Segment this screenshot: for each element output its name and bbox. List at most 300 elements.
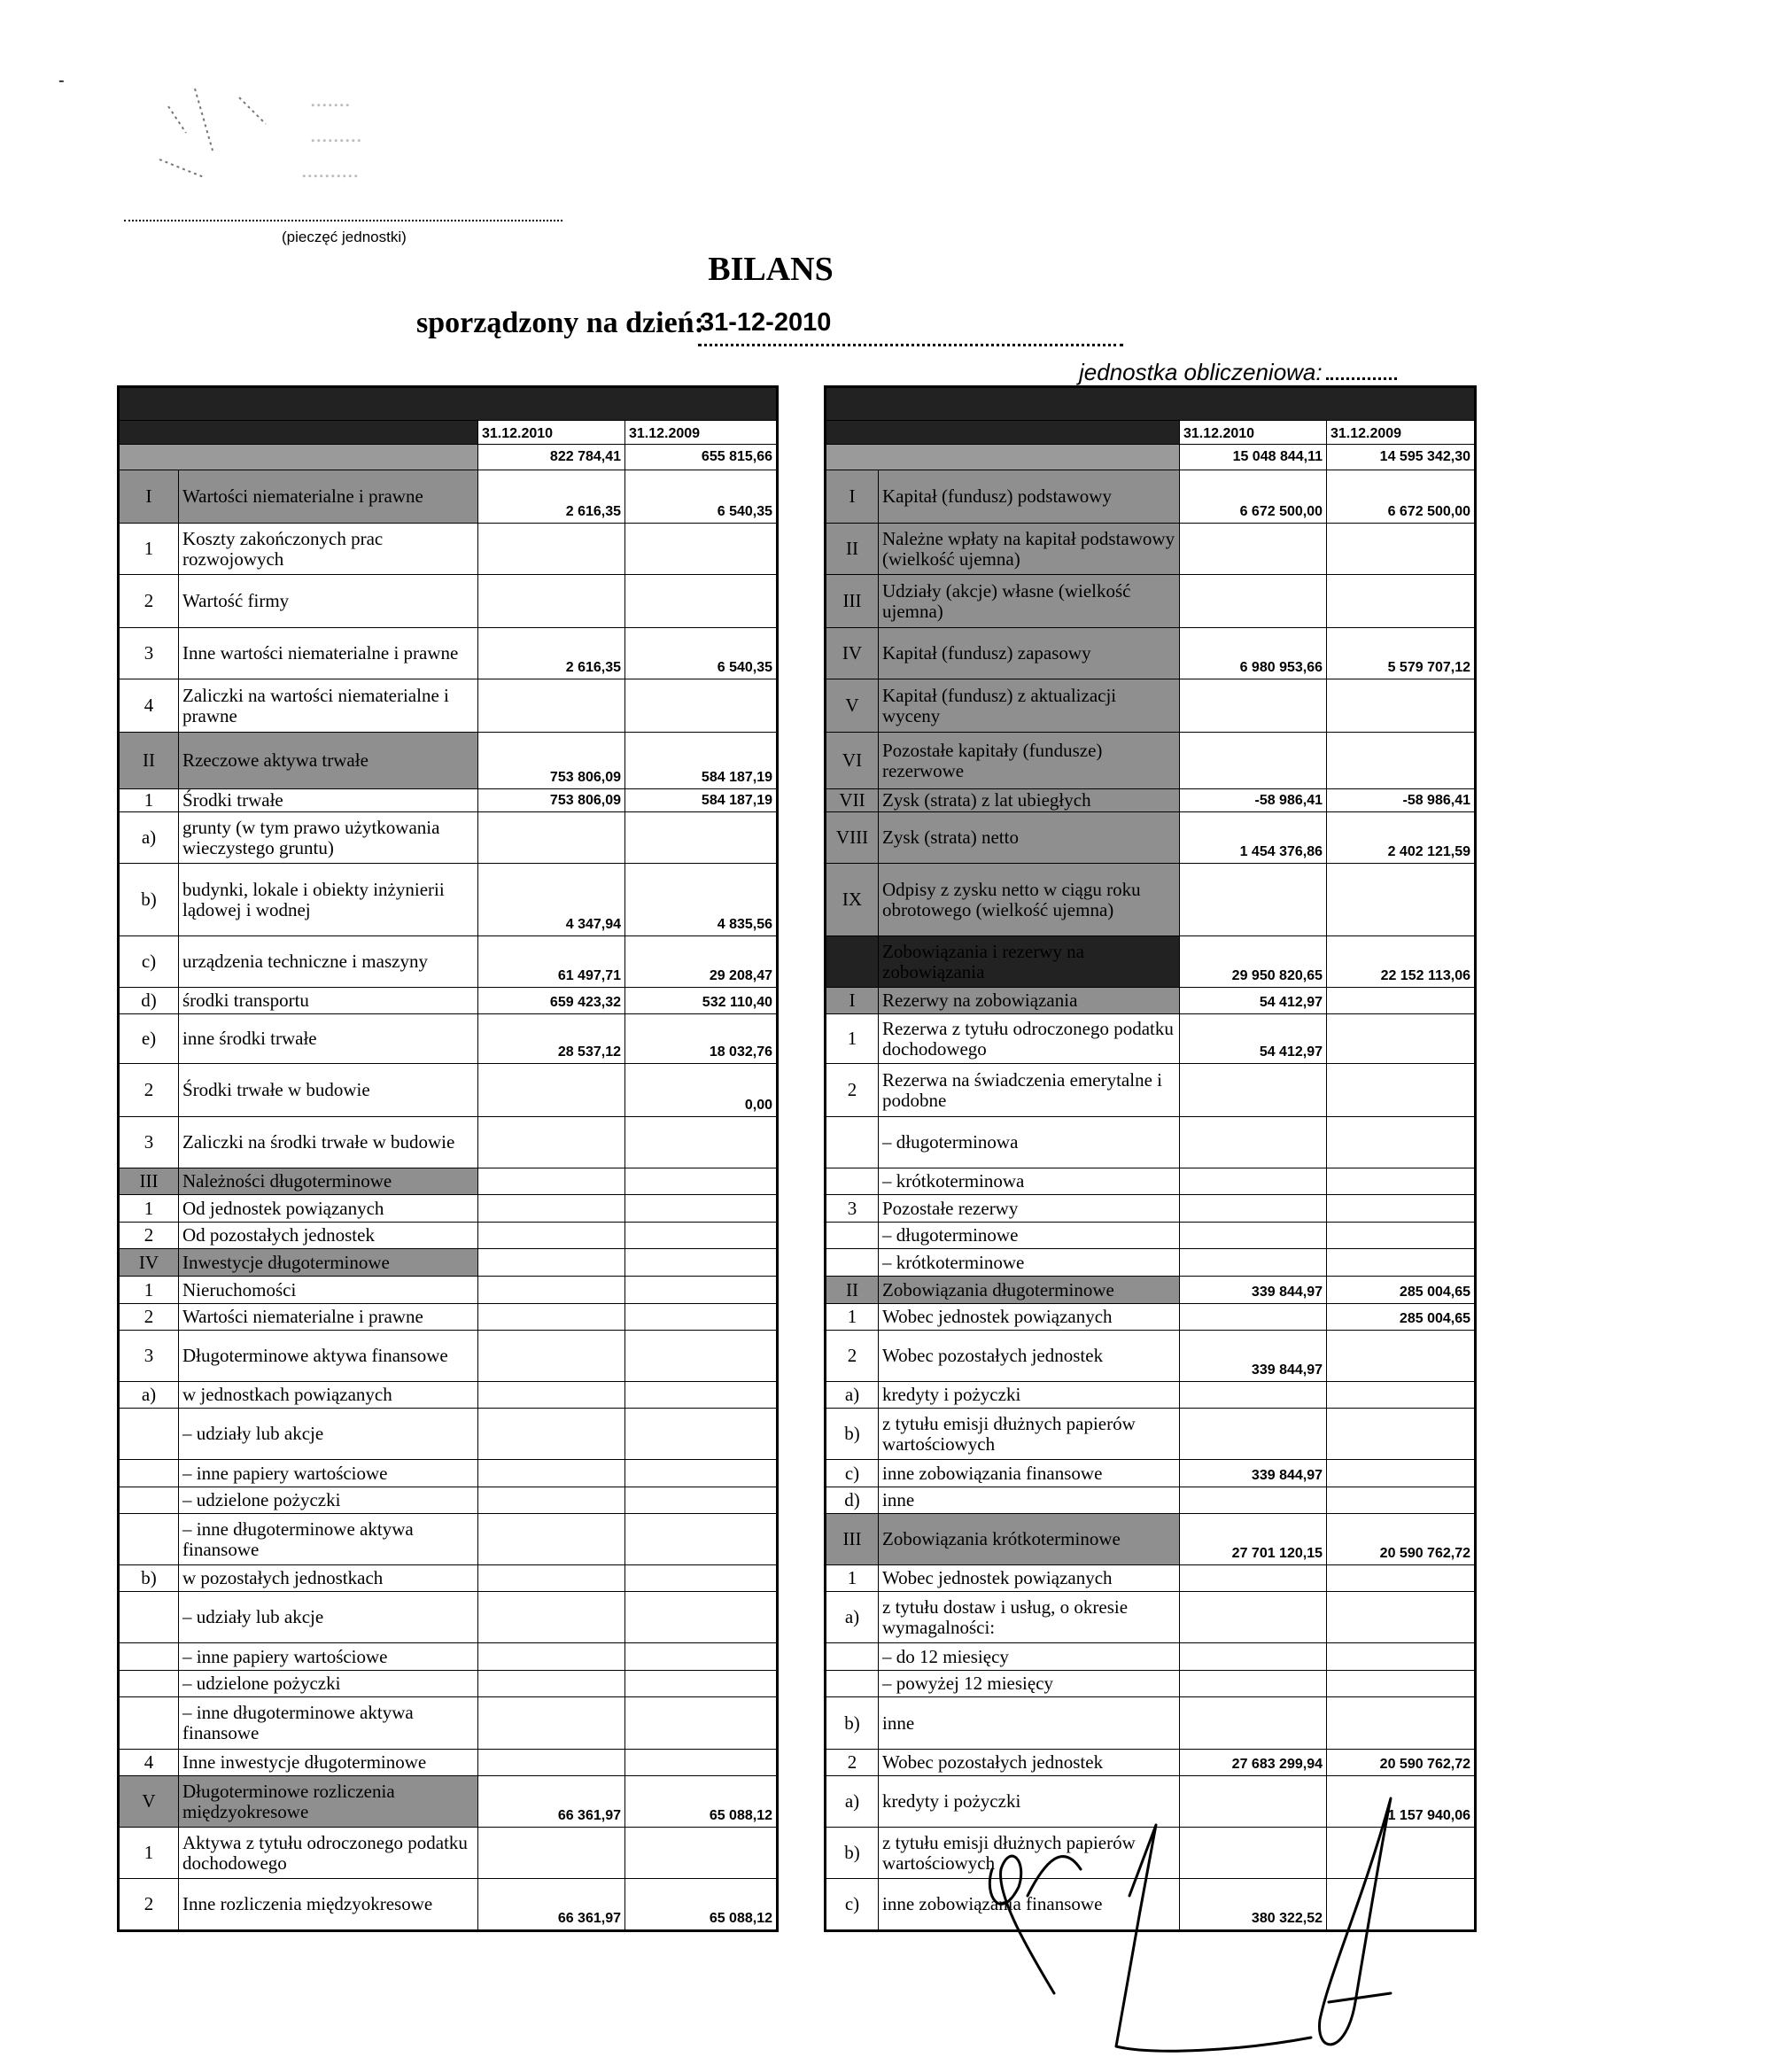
assets-row	[119, 1304, 778, 1331]
unit-label-text: jednostka obliczeniowa:	[1079, 359, 1323, 385]
liabilities-row	[826, 789, 1476, 812]
liabilities-row	[826, 1565, 1476, 1592]
unit-label	[1079, 359, 1397, 386]
liabilities-value-2009: 285 004,65	[1327, 1304, 1476, 1331]
assets-item-label: środki transportu	[179, 988, 478, 1014]
liabilities-row	[826, 936, 1476, 988]
assets-item-label: Długoterminowe rozliczenia międzyokresowe	[179, 1776, 478, 1828]
assets-value-2009	[625, 1277, 778, 1304]
liabilities-value-2010	[1180, 1117, 1327, 1168]
liabilities-item-label: Pozostałe kapitały (fundusze) rezerwowe	[879, 733, 1180, 789]
assets-value-2009	[625, 1487, 778, 1514]
liabilities-value-2009	[1327, 524, 1476, 575]
assets-row	[119, 812, 778, 864]
liabilities-value-2010	[1180, 1409, 1327, 1460]
liabilities-item-label: Kapitał (fundusz) podstawowy	[879, 470, 1180, 524]
assets-item-number: b)	[119, 864, 179, 936]
assets-value-2010: 2 616,35	[478, 470, 625, 524]
assets-row	[119, 1168, 778, 1195]
assets-row	[119, 789, 778, 812]
liabilities-item-label: Kapitał (fundusz) zapasowy	[879, 628, 1180, 679]
assets-value-2009: 4 835,56	[625, 864, 778, 936]
liabilities-item-number: 3	[826, 1195, 879, 1223]
liabilities-item-label: Zysk (strata) netto	[879, 812, 1180, 864]
liabilities-value-2009	[1327, 1671, 1476, 1697]
margin-mark: -	[58, 71, 65, 90]
liabilities-item-label: Wobec jednostek powiązanych	[879, 1304, 1180, 1331]
liabilities-item-number: a)	[826, 1776, 879, 1828]
assets-row	[119, 1592, 778, 1643]
liabilities-item-number: VIII	[826, 812, 879, 864]
assets-row	[119, 1643, 778, 1671]
assets-row	[119, 575, 778, 628]
liabilities-item-number: b)	[826, 1409, 879, 1460]
assets-value-2009	[625, 1460, 778, 1487]
assets-item-number: 4	[119, 1750, 179, 1776]
company-stamp	[133, 71, 540, 213]
assets-value-2010	[478, 1249, 625, 1277]
liabilities-item-number: 1	[826, 1304, 879, 1331]
assets-value-2009	[625, 679, 778, 733]
liabilities-row	[826, 1697, 1476, 1750]
svg-text:.........: .........	[310, 121, 362, 147]
assets-row	[119, 1277, 778, 1304]
assets-value-2010	[478, 1382, 625, 1409]
assets-item-number: 3	[119, 628, 179, 679]
liabilities-value-2010: 1 454 376,86	[1180, 812, 1327, 864]
assets-row	[119, 1514, 778, 1565]
assets-value-2010	[478, 1304, 625, 1331]
assets-item-label: – udzielone pożyczki	[179, 1671, 478, 1697]
assets-item-number: a)	[119, 812, 179, 864]
liabilities-value-2010: 339 844,97	[1180, 1460, 1327, 1487]
assets-row	[119, 1249, 778, 1277]
liabilities-item-number: c)	[826, 1460, 879, 1487]
liabilities-row	[826, 1117, 1476, 1168]
liabilities-item-number: I	[826, 470, 879, 524]
liabilities-item-number	[826, 1117, 879, 1168]
liabilities-item-number: IV	[826, 628, 879, 679]
liabilities-value-2010	[1180, 524, 1327, 575]
assets-value-2009	[625, 1168, 778, 1195]
assets-item-label: Od jednostek powiązanych	[179, 1195, 478, 1223]
assets-item-label: inne środki trwałe	[179, 1014, 478, 1064]
assets-value-2009	[625, 1514, 778, 1565]
liabilities-item-label: kredyty i pożyczki	[879, 1382, 1180, 1409]
liabilities-value-2010: 27 683 299,94	[1180, 1750, 1327, 1776]
liabilities-item-label: Rezerwy na zobowiązania	[879, 988, 1180, 1014]
liabilities-value-2009	[1327, 1064, 1476, 1117]
assets-row	[119, 1879, 778, 1931]
assets-item-label: budynki, lokale i obiekty inżynierii lądowej i wodnej	[179, 864, 478, 936]
assets-value-2010: 28 537,12	[478, 1014, 625, 1064]
assets-item-number: IV	[119, 1249, 179, 1277]
liabilities-item-label: – krótkoterminowe	[879, 1249, 1180, 1277]
assets-row	[119, 628, 778, 679]
assets-header-columns	[119, 421, 778, 445]
liabilities-value-2010	[1180, 1671, 1327, 1697]
liabilities-row	[826, 1487, 1476, 1514]
assets-item-label: Środki trwałe w budowie	[179, 1064, 478, 1117]
svg-text:..........: ..........	[301, 157, 359, 182]
assets-item-number	[119, 1514, 179, 1565]
assets-row	[119, 1331, 778, 1382]
liabilities-value-2009	[1327, 988, 1476, 1014]
assets-value-2010	[478, 524, 625, 575]
assets-value-2009	[625, 1304, 778, 1331]
assets-item-label: Wartości niematerialne i prawne	[179, 1304, 478, 1331]
assets-item-label: Wartości niematerialne i prawne	[179, 470, 478, 524]
liabilities-row	[826, 1382, 1476, 1409]
assets-value-2009: 6 540,35	[625, 628, 778, 679]
liabilities-value-2009: 22 152 113,06	[1327, 936, 1476, 988]
assets-row	[119, 1776, 778, 1828]
liabilities-item-number: II	[826, 1277, 879, 1304]
handwritten-signatures	[974, 1789, 1470, 2064]
unit-dotted-line	[1326, 377, 1397, 380]
assets-row	[119, 1409, 778, 1460]
assets-item-number	[119, 1697, 179, 1750]
liabilities-item-number: a)	[826, 1382, 879, 1409]
liabilities-item-number: c)	[826, 1879, 879, 1931]
assets-value-2010	[478, 1277, 625, 1304]
liabilities-item-number: d)	[826, 1487, 879, 1514]
assets-row	[119, 1195, 778, 1223]
liabilities-value-2009: 5 579 707,12	[1327, 628, 1476, 679]
assets-value-2010	[478, 1514, 625, 1565]
assets-value-2009	[625, 1697, 778, 1750]
assets-item-number: c)	[119, 936, 179, 988]
assets-row	[119, 1460, 778, 1487]
liabilities-row	[826, 1195, 1476, 1223]
assets-item-number	[119, 1460, 179, 1487]
assets-value-2010	[478, 1064, 625, 1117]
liabilities-item-number: VII	[826, 789, 879, 812]
liabilities-item-label: z tytułu emisji dłużnych papierów wartościowych	[879, 1828, 1180, 1879]
liabilities-item-label: – krótkoterminowa	[879, 1168, 1180, 1195]
assets-item-label: Należności długoterminowe	[179, 1168, 478, 1195]
liabilities-value-2010: -58 986,41	[1180, 789, 1327, 812]
liabilities-row	[826, 864, 1476, 936]
assets-row	[119, 988, 778, 1014]
liabilities-item-label: Udziały (akcje) własne (wielkość ujemna)	[879, 575, 1180, 628]
assets-item-number: 2	[119, 575, 179, 628]
assets-item-number: 1	[119, 1195, 179, 1223]
assets-item-number: d)	[119, 988, 179, 1014]
liabilities-item-label: z tytułu dostaw i usług, o okresie wymagalności:	[879, 1592, 1180, 1643]
assets-header-label-cell	[119, 421, 478, 445]
liabilities-item-label: inne	[879, 1487, 1180, 1514]
assets-value-2009	[625, 1565, 778, 1592]
assets-item-number: e)	[119, 1014, 179, 1064]
liabilities-value-2010	[1180, 1249, 1327, 1277]
liabilities-value-2009: -58 986,41	[1327, 789, 1476, 812]
assets-row	[119, 524, 778, 575]
date-dotted-line	[698, 344, 1123, 346]
assets-item-label: Nieruchomości	[179, 1277, 478, 1304]
liabilities-item-label: inne zobowiązania finansowe	[879, 1460, 1180, 1487]
assets-item-number: III	[119, 1168, 179, 1195]
liabilities-item-label: Zysk (strata) z lat ubiegłych	[879, 789, 1180, 812]
liabilities-row	[826, 679, 1476, 733]
liabilities-row	[826, 1409, 1476, 1460]
assets-row	[119, 1014, 778, 1064]
liabilities-value-2010	[1180, 1382, 1327, 1409]
liabilities-value-2009: 6 672 500,00	[1327, 470, 1476, 524]
assets-item-number: 3	[119, 1117, 179, 1168]
assets-item-number: 4	[119, 679, 179, 733]
assets-item-number: II	[119, 733, 179, 789]
assets-value-2010: 66 361,97	[478, 1776, 625, 1828]
liabilities-item-number: VI	[826, 733, 879, 789]
liabilities-header-label-cell	[826, 421, 1180, 445]
assets-value-2009	[625, 1382, 778, 1409]
liabilities-item-number: III	[826, 575, 879, 628]
assets-item-number: 1	[119, 1828, 179, 1879]
assets-value-2010	[478, 575, 625, 628]
assets-total-2009: 655 815,66	[625, 445, 778, 470]
liabilities-item-number: b)	[826, 1828, 879, 1879]
assets-value-2010	[478, 1331, 625, 1382]
liabilities-value-2009	[1327, 575, 1476, 628]
liabilities-item-number	[826, 1249, 879, 1277]
assets-row	[119, 1697, 778, 1750]
liabilities-item-label: – do 12 miesięcy	[879, 1643, 1180, 1671]
assets-value-2010: 4 347,94	[478, 864, 625, 936]
assets-value-2010: 61 497,71	[478, 936, 625, 988]
liabilities-value-2010	[1180, 1064, 1327, 1117]
liabilities-table-body	[826, 387, 1476, 1931]
liabilities-value-2010	[1180, 1168, 1327, 1195]
assets-row	[119, 1223, 778, 1249]
assets-item-number	[119, 1487, 179, 1514]
liabilities-item-number: II	[826, 524, 879, 575]
liabilities-value-2010: 29 950 820,65	[1180, 936, 1327, 988]
liabilities-row	[826, 628, 1476, 679]
liabilities-value-2010: 339 844,97	[1180, 1277, 1327, 1304]
liabilities-total-2009: 14 595 342,30	[1327, 445, 1476, 470]
liabilities-item-number: 1	[826, 1565, 879, 1592]
assets-item-label: urządzenia techniczne i maszyny	[179, 936, 478, 988]
liabilities-item-label: inne zobowiązania finansowe	[879, 1879, 1180, 1931]
assets-row	[119, 936, 778, 988]
assets-value-2010	[478, 1671, 625, 1697]
assets-value-2009	[625, 1117, 778, 1168]
assets-item-number: I	[119, 470, 179, 524]
liabilities-row	[826, 1064, 1476, 1117]
liabilities-row	[826, 1304, 1476, 1331]
assets-header-band	[119, 387, 778, 421]
liabilities-header-dark	[826, 387, 1476, 421]
liabilities-value-2009	[1327, 1382, 1476, 1409]
assets-row	[119, 1117, 778, 1168]
assets-item-label: Środki trwałe	[179, 789, 478, 812]
liabilities-item-number: I	[826, 988, 879, 1014]
assets-row	[119, 1671, 778, 1697]
assets-item-number: 3	[119, 1331, 179, 1382]
liabilities-row	[826, 733, 1476, 789]
liabilities-value-2009: 285 004,65	[1327, 1277, 1476, 1304]
assets-value-2010: 2 616,35	[478, 628, 625, 679]
assets-value-2009: 65 088,12	[625, 1776, 778, 1828]
assets-value-2010	[478, 812, 625, 864]
assets-value-2010: 66 361,97	[478, 1879, 625, 1931]
liabilities-item-label: Rezerwa z tytułu odroczonego podatku dochodowego	[879, 1014, 1180, 1064]
liabilities-value-2010	[1180, 1304, 1327, 1331]
liabilities-value-2009	[1327, 1168, 1476, 1195]
document-subtitle: sporządzony na dzień:	[416, 307, 704, 339]
assets-value-2010	[478, 679, 625, 733]
assets-item-label: Inne wartości niematerialne i prawne	[179, 628, 478, 679]
assets-value-2010: 753 806,09	[478, 789, 625, 812]
assets-value-2010	[478, 1168, 625, 1195]
liabilities-item-label: Zobowiązania długoterminowe	[879, 1277, 1180, 1304]
assets-value-2009	[625, 1592, 778, 1643]
assets-value-2010	[478, 1750, 625, 1776]
liabilities-value-2010: 54 412,97	[1180, 988, 1327, 1014]
liabilities-item-number	[826, 1643, 879, 1671]
assets-item-label: Koszty zakończonych prac rozwojowych	[179, 524, 478, 575]
liabilities-value-2009	[1327, 1331, 1476, 1382]
liabilities-row	[826, 575, 1476, 628]
assets-item-number	[119, 1643, 179, 1671]
assets-value-2009	[625, 575, 778, 628]
liabilities-item-label: Pozostałe rezerwy	[879, 1195, 1180, 1223]
liabilities-value-2009	[1327, 1460, 1476, 1487]
liabilities-value-2010	[1180, 733, 1327, 789]
assets-item-number: b)	[119, 1565, 179, 1592]
assets-value-2009	[625, 1195, 778, 1223]
document-title: BILANS	[708, 251, 834, 288]
liabilities-row	[826, 1249, 1476, 1277]
assets-row	[119, 1487, 778, 1514]
liabilities-row	[826, 812, 1476, 864]
assets-value-2009	[625, 524, 778, 575]
assets-value-2009: 29 208,47	[625, 936, 778, 988]
liabilities-item-number: 2	[826, 1750, 879, 1776]
assets-value-2010	[478, 1643, 625, 1671]
liabilities-value-2010	[1180, 1565, 1327, 1592]
assets-item-number: V	[119, 1776, 179, 1828]
assets-item-number: a)	[119, 1382, 179, 1409]
liabilities-item-label: z tytułu emisji dłużnych papierów wartościowych	[879, 1409, 1180, 1460]
svg-text:.......: .......	[310, 86, 351, 112]
assets-item-label: Aktywa z tytułu odroczonego podatku dochodowego	[179, 1828, 478, 1879]
liabilities-value-2009	[1327, 1117, 1476, 1168]
liabilities-value-2010	[1180, 1592, 1327, 1643]
assets-col-2010: 31.12.2010	[478, 421, 625, 445]
assets-row	[119, 1828, 778, 1879]
liabilities-value-2009	[1327, 1643, 1476, 1671]
liabilities-total-2010: 15 048 844,11	[1180, 445, 1327, 470]
assets-table-body	[119, 387, 778, 1931]
assets-item-number: 1	[119, 789, 179, 812]
assets-item-number	[119, 1592, 179, 1643]
assets-item-label: Inne rozliczenia międzyokresowe	[179, 1879, 478, 1931]
liabilities-value-2009	[1327, 1592, 1476, 1643]
liabilities-item-label: – długoterminowa	[879, 1117, 1180, 1168]
liabilities-value-2009	[1327, 1195, 1476, 1223]
assets-table	[117, 385, 779, 1932]
assets-row	[119, 1565, 778, 1592]
assets-value-2009	[625, 1331, 778, 1382]
liabilities-value-2009	[1327, 1487, 1476, 1514]
liabilities-row	[826, 524, 1476, 575]
liabilities-item-label: inne	[879, 1697, 1180, 1750]
liabilities-value-2010: 380 322,52	[1180, 1879, 1327, 1931]
liabilities-header-band	[826, 387, 1476, 421]
assets-value-2010	[478, 1223, 625, 1249]
liabilities-row	[826, 470, 1476, 524]
liabilities-value-2010: 339 844,97	[1180, 1331, 1327, 1382]
liabilities-value-2009	[1327, 864, 1476, 936]
assets-item-label: – inne długoterminowe aktywa finansowe	[179, 1514, 478, 1565]
assets-value-2009: 18 032,76	[625, 1014, 778, 1064]
liabilities-value-2010	[1180, 1643, 1327, 1671]
assets-total-row	[119, 445, 778, 470]
assets-row	[119, 679, 778, 733]
assets-item-label: Zaliczki na wartości niematerialne i prawne	[179, 679, 478, 733]
assets-value-2009: 65 088,12	[625, 1879, 778, 1931]
assets-row	[119, 1382, 778, 1409]
assets-value-2009	[625, 1249, 778, 1277]
assets-item-label: Zaliczki na środki trwałe w budowie	[179, 1117, 478, 1168]
assets-row	[119, 1750, 778, 1776]
liabilities-item-label: Wobec jednostek powiązanych	[879, 1565, 1180, 1592]
liabilities-item-number: b)	[826, 1697, 879, 1750]
liabilities-total-label-cell	[826, 445, 1180, 470]
assets-row	[119, 470, 778, 524]
liabilities-value-2009	[1327, 1223, 1476, 1249]
liabilities-item-label: Zobowiązania i rezerwy na zobowiązania	[879, 936, 1180, 988]
assets-value-2009	[625, 812, 778, 864]
assets-value-2009: 584 187,19	[625, 733, 778, 789]
liabilities-item-label: Odpisy z zysku netto w ciągu roku obrotowego (wielkość ujemna)	[879, 864, 1180, 936]
assets-item-number: 2	[119, 1304, 179, 1331]
liabilities-row	[826, 1331, 1476, 1382]
assets-value-2009: 0,00	[625, 1064, 778, 1117]
assets-item-label: w pozostałych jednostkach	[179, 1565, 478, 1592]
liabilities-header-columns	[826, 421, 1476, 445]
liabilities-item-number	[826, 1671, 879, 1697]
liabilities-value-2010	[1180, 1223, 1327, 1249]
liabilities-item-number: 2	[826, 1064, 879, 1117]
balance-date: 31-12-2010	[700, 308, 832, 337]
assets-item-number	[119, 1671, 179, 1697]
liabilities-item-label: Wobec pozostałych jednostek	[879, 1331, 1180, 1382]
liabilities-value-2010: 27 701 120,15	[1180, 1514, 1327, 1565]
liabilities-row	[826, 1750, 1476, 1776]
assets-item-number: 1	[119, 1277, 179, 1304]
liabilities-item-number: IX	[826, 864, 879, 936]
liabilities-value-2010: 6 980 953,66	[1180, 628, 1327, 679]
liabilities-row	[826, 1514, 1476, 1565]
liabilities-col-2010: 31.12.2010	[1180, 421, 1327, 445]
assets-value-2010	[478, 1828, 625, 1879]
assets-item-label: Od pozostałych jednostek	[179, 1223, 478, 1249]
liabilities-value-2009	[1327, 1014, 1476, 1064]
assets-total-label-cell	[119, 445, 478, 470]
liabilities-row	[826, 1014, 1476, 1064]
stamp-caption: (pieczęć jednostki)	[282, 229, 407, 245]
assets-value-2010	[478, 1592, 625, 1643]
liabilities-item-label: Zobowiązania krótkoterminowe	[879, 1514, 1180, 1565]
liabilities-item-label: kredyty i pożyczki	[879, 1776, 1180, 1828]
assets-value-2010	[478, 1409, 625, 1460]
liabilities-row	[826, 1277, 1476, 1304]
assets-value-2010: 659 423,32	[478, 988, 625, 1014]
assets-item-number: 1	[119, 524, 179, 575]
